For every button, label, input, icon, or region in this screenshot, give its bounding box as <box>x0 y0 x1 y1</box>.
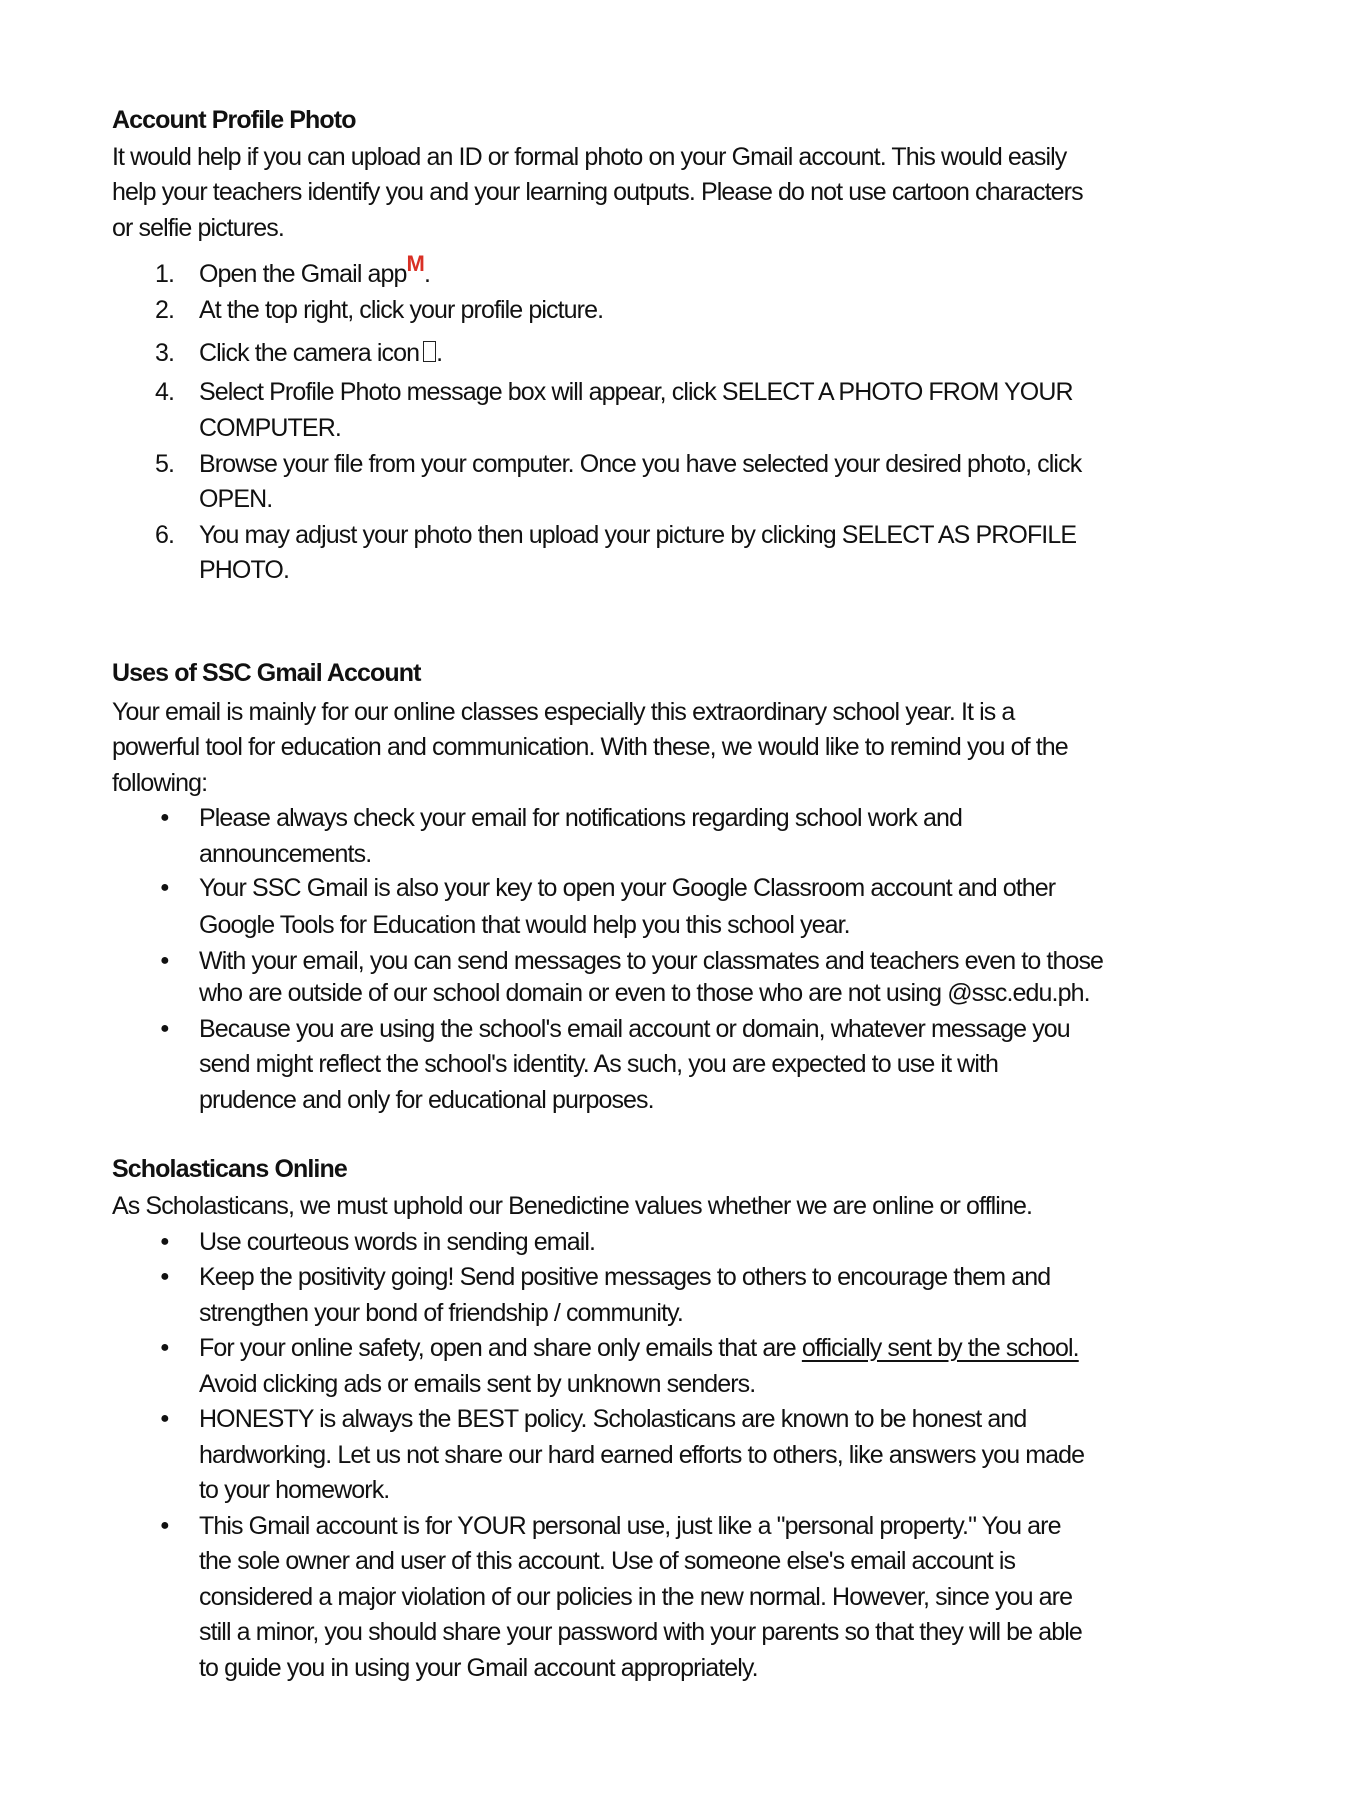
bullet-line: considered a major violation of our policies in the new normal. However, since you are <box>199 1583 1073 1611</box>
step-5: Browse your file from your computer. Once you have selected your desired photo, click <box>199 450 1082 478</box>
bullet-line: still a minor, you should share your password with your parents so that they will be able <box>199 1618 1082 1646</box>
paragraph-line: As Scholasticans, we must uphold our Benedictine values whether we are online or offline. <box>112 1192 1033 1220</box>
step-text: Open the Gmail app <box>199 260 407 288</box>
step-1 <box>199 251 431 289</box>
bullet-icon: ● <box>160 1517 170 1534</box>
bullet-line: This Gmail account is for YOUR personal use, just like a "personal property." You are <box>199 1512 1061 1540</box>
paragraph-line: or selfie pictures. <box>112 214 284 242</box>
bullet-text: For your online safety, open and share only emails that are <box>199 1334 802 1362</box>
step-6: You may adjust your photo then upload your picture by clicking SELECT AS PROFILE <box>199 521 1077 549</box>
bullet-icon: ● <box>160 879 170 896</box>
bullet-line: With your email, you can send messages to your classmates and teachers even to those <box>199 947 1104 975</box>
step-5-cont: OPEN. <box>199 485 273 513</box>
paragraph-line: powerful tool for education and communication. With these, we would like to remind you of the <box>112 733 1068 761</box>
step-4-cont: COMPUTER. <box>199 414 341 442</box>
bullet-line: strengthen your bond of friendship / community. <box>199 1299 683 1327</box>
bullet-line: prudence and only for educational purposes. <box>199 1086 654 1114</box>
bullet-line: Your SSC Gmail is also your key to open your Google Classroom account and other <box>199 874 1056 902</box>
step-number: 6. <box>155 521 175 549</box>
paragraph-line: It would help if you can upload an ID or formal photo on your Gmail account. This would easily <box>112 143 1067 171</box>
step-6-cont: PHOTO. <box>199 556 289 584</box>
bullet-line: send might reflect the school's identity. As such, you are expected to use it with <box>199 1050 999 1078</box>
step-2: At the top right, click your profile picture. <box>199 296 604 324</box>
step-number: 4. <box>155 378 175 406</box>
bullet-line: Google Tools for Education that would help you this school year. <box>199 911 850 939</box>
step-text: . <box>436 339 443 367</box>
bullet-line: Please always check your email for notifications regarding school work and <box>199 804 962 832</box>
bullet-line: to guide you in using your Gmail account appropriately. <box>199 1654 758 1682</box>
bullet-icon: ● <box>160 952 170 969</box>
heading-uses-of-ssc-gmail: Uses of SSC Gmail Account <box>112 659 421 687</box>
bullet-line: the sole owner and user of this account. Use of someone else's email account is <box>199 1547 1016 1575</box>
bullet-icon: ● <box>160 809 170 826</box>
bullet-icon: ● <box>160 1233 170 1250</box>
gmail-icon: M <box>406 251 424 276</box>
bullet-line: to your homework. <box>199 1476 390 1504</box>
bullet-line: hardworking. Let us not share our hard earned efforts to others, like answers you made <box>199 1441 1085 1469</box>
bullet-line: Keep the positivity going! Send positive messages to others to encourage them and <box>199 1263 1051 1291</box>
paragraph-line: Your email is mainly for our online classes especially this extraordinary school year. It is a <box>112 698 1015 726</box>
bullet-line: HONESTY is always the BEST policy. Scholasticans are known to be honest and <box>199 1405 1027 1433</box>
bullet-line <box>199 1333 1079 1363</box>
camera-icon <box>423 341 436 362</box>
step-text: Click the camera icon <box>199 339 420 367</box>
heading-scholasticans-online: Scholasticans Online <box>112 1155 347 1183</box>
bullet-line: Because you are using the school's email account or domain, whatever message you <box>199 1015 1070 1043</box>
step-3 <box>199 338 442 368</box>
step-4: Select Profile Photo message box will appear, click SELECT A PHOTO FROM YOUR <box>199 378 1073 406</box>
step-number: 2. <box>155 296 175 324</box>
paragraph-line: help your teachers identify you and your learning outputs. Please do not use cartoon characters <box>112 178 1083 206</box>
step-text: . <box>423 260 431 288</box>
bullet-line: who are outside of our school domain or even to those who are not using @ssc.edu.ph. <box>199 979 1090 1007</box>
bullet-line: Use courteous words in sending email. <box>199 1228 596 1256</box>
bullet-line: Avoid clicking ads or emails sent by unknown senders. <box>199 1370 756 1398</box>
underlined-text: officially sent by the school. <box>801 1334 1079 1362</box>
bullet-icon: ● <box>160 1268 170 1285</box>
step-number: 3. <box>155 339 175 367</box>
bullet-line: announcements. <box>199 840 372 868</box>
paragraph-line: following: <box>112 769 208 797</box>
bullet-icon: ● <box>160 1339 170 1356</box>
step-number: 1. <box>155 260 175 288</box>
bullet-icon: ● <box>160 1410 170 1427</box>
heading-account-profile-photo: Account Profile Photo <box>112 106 356 134</box>
step-number: 5. <box>155 450 175 478</box>
bullet-icon: ● <box>160 1020 170 1037</box>
